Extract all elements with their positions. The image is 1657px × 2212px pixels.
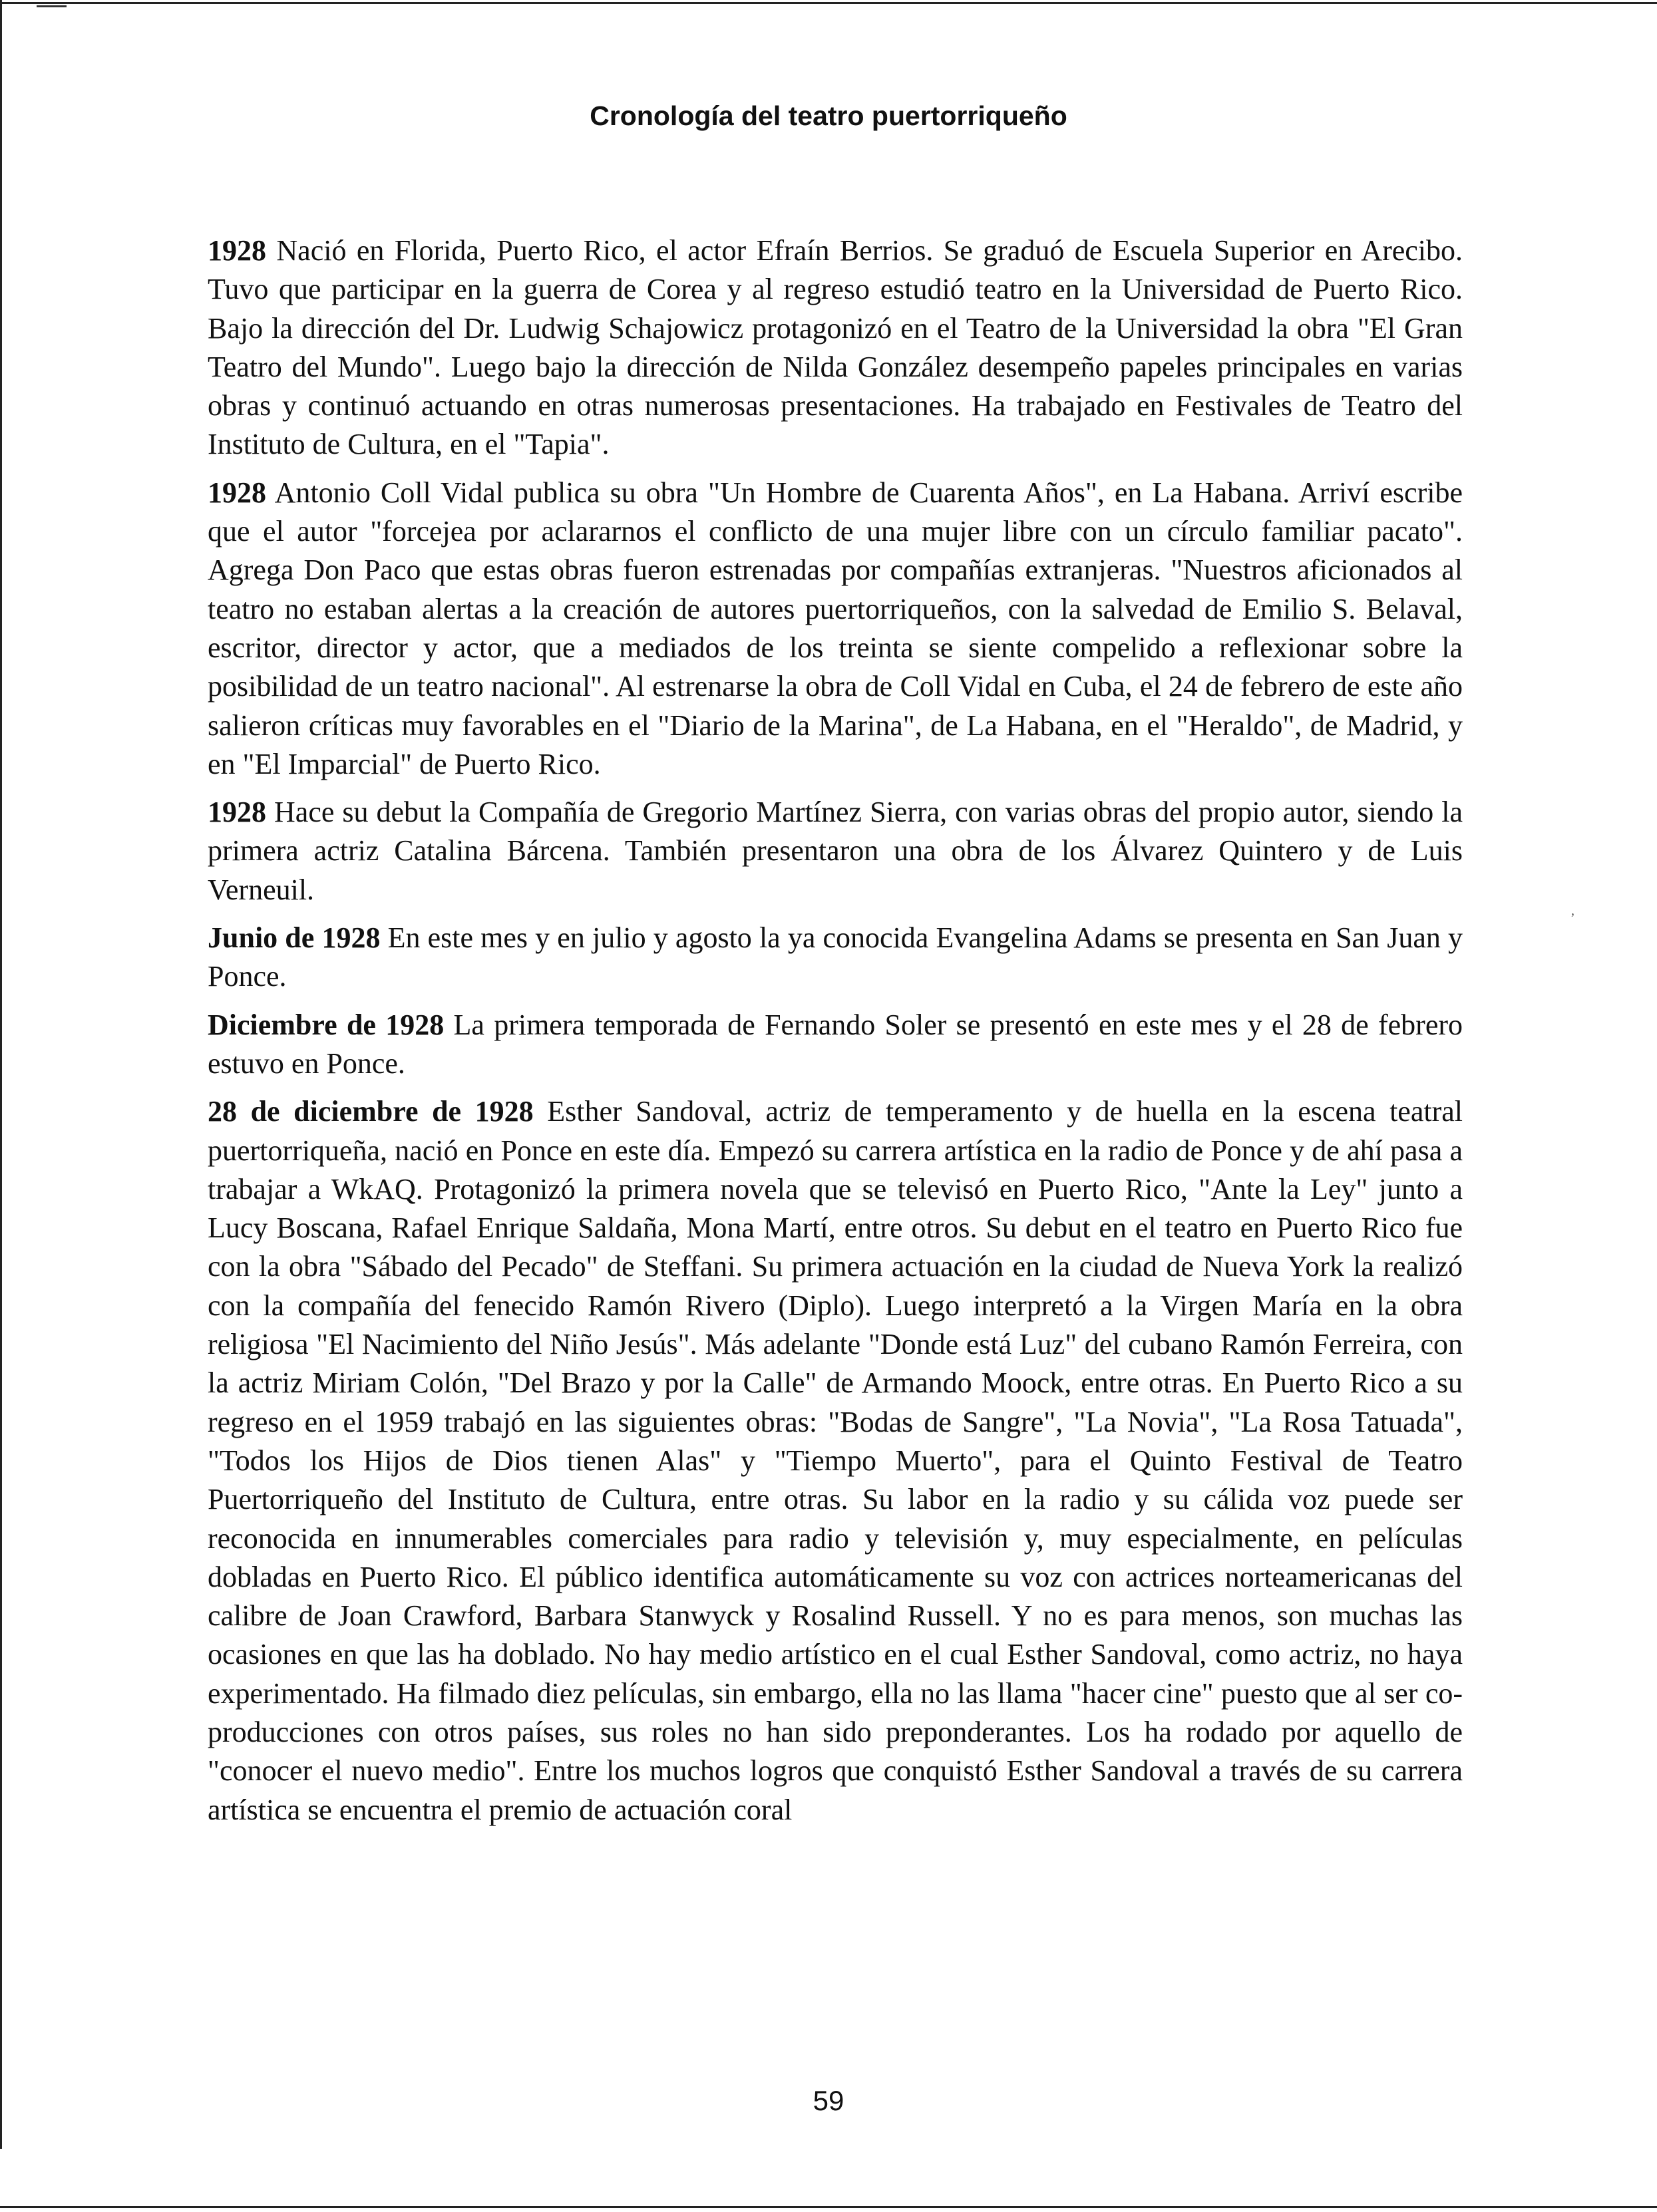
entry-date: 28 de diciembre de 1928 xyxy=(208,1095,534,1128)
entry-date: 1928 xyxy=(208,476,266,509)
chronology-entry xyxy=(208,232,1463,464)
entry-text: En este mes y en julio y agosto la ya conocida Evangelina Adams se presenta en San Juan y Ponce. xyxy=(208,921,1463,993)
scan-mark-top xyxy=(37,5,67,7)
entry-text: Hace su debut la Compañía de Gregorio Martínez Sierra, con varias obras del propio autor, siendo la primera actriz Catalina Bárcena. También presentaron una obra de los Álvarez Quintero y de Luis Verneuil. xyxy=(208,796,1463,906)
entry-date: Junio de 1928 xyxy=(208,921,381,955)
entry-text: Antonio Coll Vidal publica su obra "Un Hombre de Cuarenta Años", en La Habana. Arriví escribe que el autor "forcejea por aclararnos el conflicto de una mujer libre con un círculo familiar pacato". Agrega Don Paco que estas obras fueron estrenadas por compañías extranjeras. "Nuestros aficionados al teatro no estaban alertas a la creación de autores puertorriqueños, con la salvedad de Emilio S. Belaval, escritor, director y actor, que a mediados de los treinta se siente compelido a reflexionar sobre la posibilidad de un teatro nacional". Al estrenarse la obra de Coll Vidal en Cuba, el 24 de febrero de este año salieron críticas muy favorables en el "Diario de la Marina", de La Habana, en el "Heraldo", de Madrid, y en "El Imparcial" de Puerto Rico. xyxy=(208,476,1463,780)
entry-date: 1928 xyxy=(208,234,266,267)
scan-speck: ‚ xyxy=(1570,903,1575,918)
chronology-entry xyxy=(208,474,1463,784)
scan-border-top xyxy=(0,2,1657,4)
entry-date: 1928 xyxy=(208,796,266,829)
entry-date: Diciembre de 1928 xyxy=(208,1008,445,1041)
page-number: 59 xyxy=(813,2085,844,2116)
entry-text: La primera temporada de Fernando Soler se presentó en este mes y el 28 de febrero estuvo en Ponce. xyxy=(208,1008,1463,1080)
chronology-entry xyxy=(208,919,1463,997)
scan-border-bottom xyxy=(0,2206,1657,2208)
entry-text: Nació en Florida, Puerto Rico, el actor Efraín Berrios. Se graduó de Escuela Superior en Arecibo. Tuvo que participar en la guerra de Corea y al regreso estudió teatro en la Universidad de Puerto Rico. Bajo la dirección del Dr. Ludwig Schajowicz protagonizó en el Teatro de la Universidad la obra "El Gran Teatro del Mundo". Luego bajo la dirección de Nilda González desempeño papeles principales en varias obras y continuó actuando en otras numerosas presentaciones. Ha trabajado en Festivales de Teatro del Instituto de Cultura, en el "Tapia". xyxy=(208,234,1463,461)
chronology-entry xyxy=(208,1006,1463,1084)
entry-text: Esther Sandoval, actriz de temperamento y de huella en la escena teatral puertorriqueña, nació en Ponce en este día. Empezó su carrera artística en la radio de Ponce y de ahí pasa a trabajar a WkAQ. Protagonizó la primera novela que se televisó en Puerto Rico, "Ante la Ley" junto a Lucy Boscana, Rafael Enrique Saldaña, Mona Martí, entre otros. Su debut en el teatro en Puerto Rico fue con la obra "Sábado del Pecado" de Steffani. Su primera actuación en la ciudad de Nueva York la realizó con la compañía del fenecido Ramón Rivero (Diplo). Luego interpretó a la Virgen María en la obra religiosa "El Nacimiento del Niño Jesús". Más adelante "Donde está Luz" del cubano Ramón Ferreira, con la actriz Miriam Colón, "Del Brazo y por la Calle" de Armando Moock, entre otras. En Puerto Rico a su regreso en el 1959 trabajó en las siguientes obras: "Bodas de Sangre", "La Novia", "La Rosa Tatuada", "Todos los Hijos de Dios tienen Alas" y "Tiempo Muerto", para el Quinto Festival de Teatro Puertorriqueño del Instituto de Cultura, entre otras. Su labor en la radio y su cálida voz puede ser reconocida en innumerables comerciales para radio y televisión y, muy especialmente, en películas dobladas en Puerto Rico. El público identifica automáticamente su voz con actrices norteamericanas del calibre de Joan Crawford, Barbara Stanwyck y Rosalind Russell. Y no es para menos, son muchas las ocasiones en que las ha doblado. No hay medio artístico en el cual Esther Sandoval, como actriz, no haya experimentado. Ha filmado diez películas, sin embargo, ella no las llama "hacer cine" puesto que al ser co-producciones con otros países, sus roles no han sido preponderantes. Los ha rodado por aquello de "conocer el nuevo medio". Entre los muchos logros que conquistó Esther Sandoval a través de su carrera artística se encuentra el premio de actuación coral xyxy=(208,1095,1463,1826)
running-header: Cronología del teatro puertorriqueño xyxy=(590,100,1067,131)
chronology-body xyxy=(208,232,1463,1839)
scan-border-left xyxy=(0,0,2,2149)
chronology-entry xyxy=(208,793,1463,909)
chronology-entry xyxy=(208,1092,1463,1829)
